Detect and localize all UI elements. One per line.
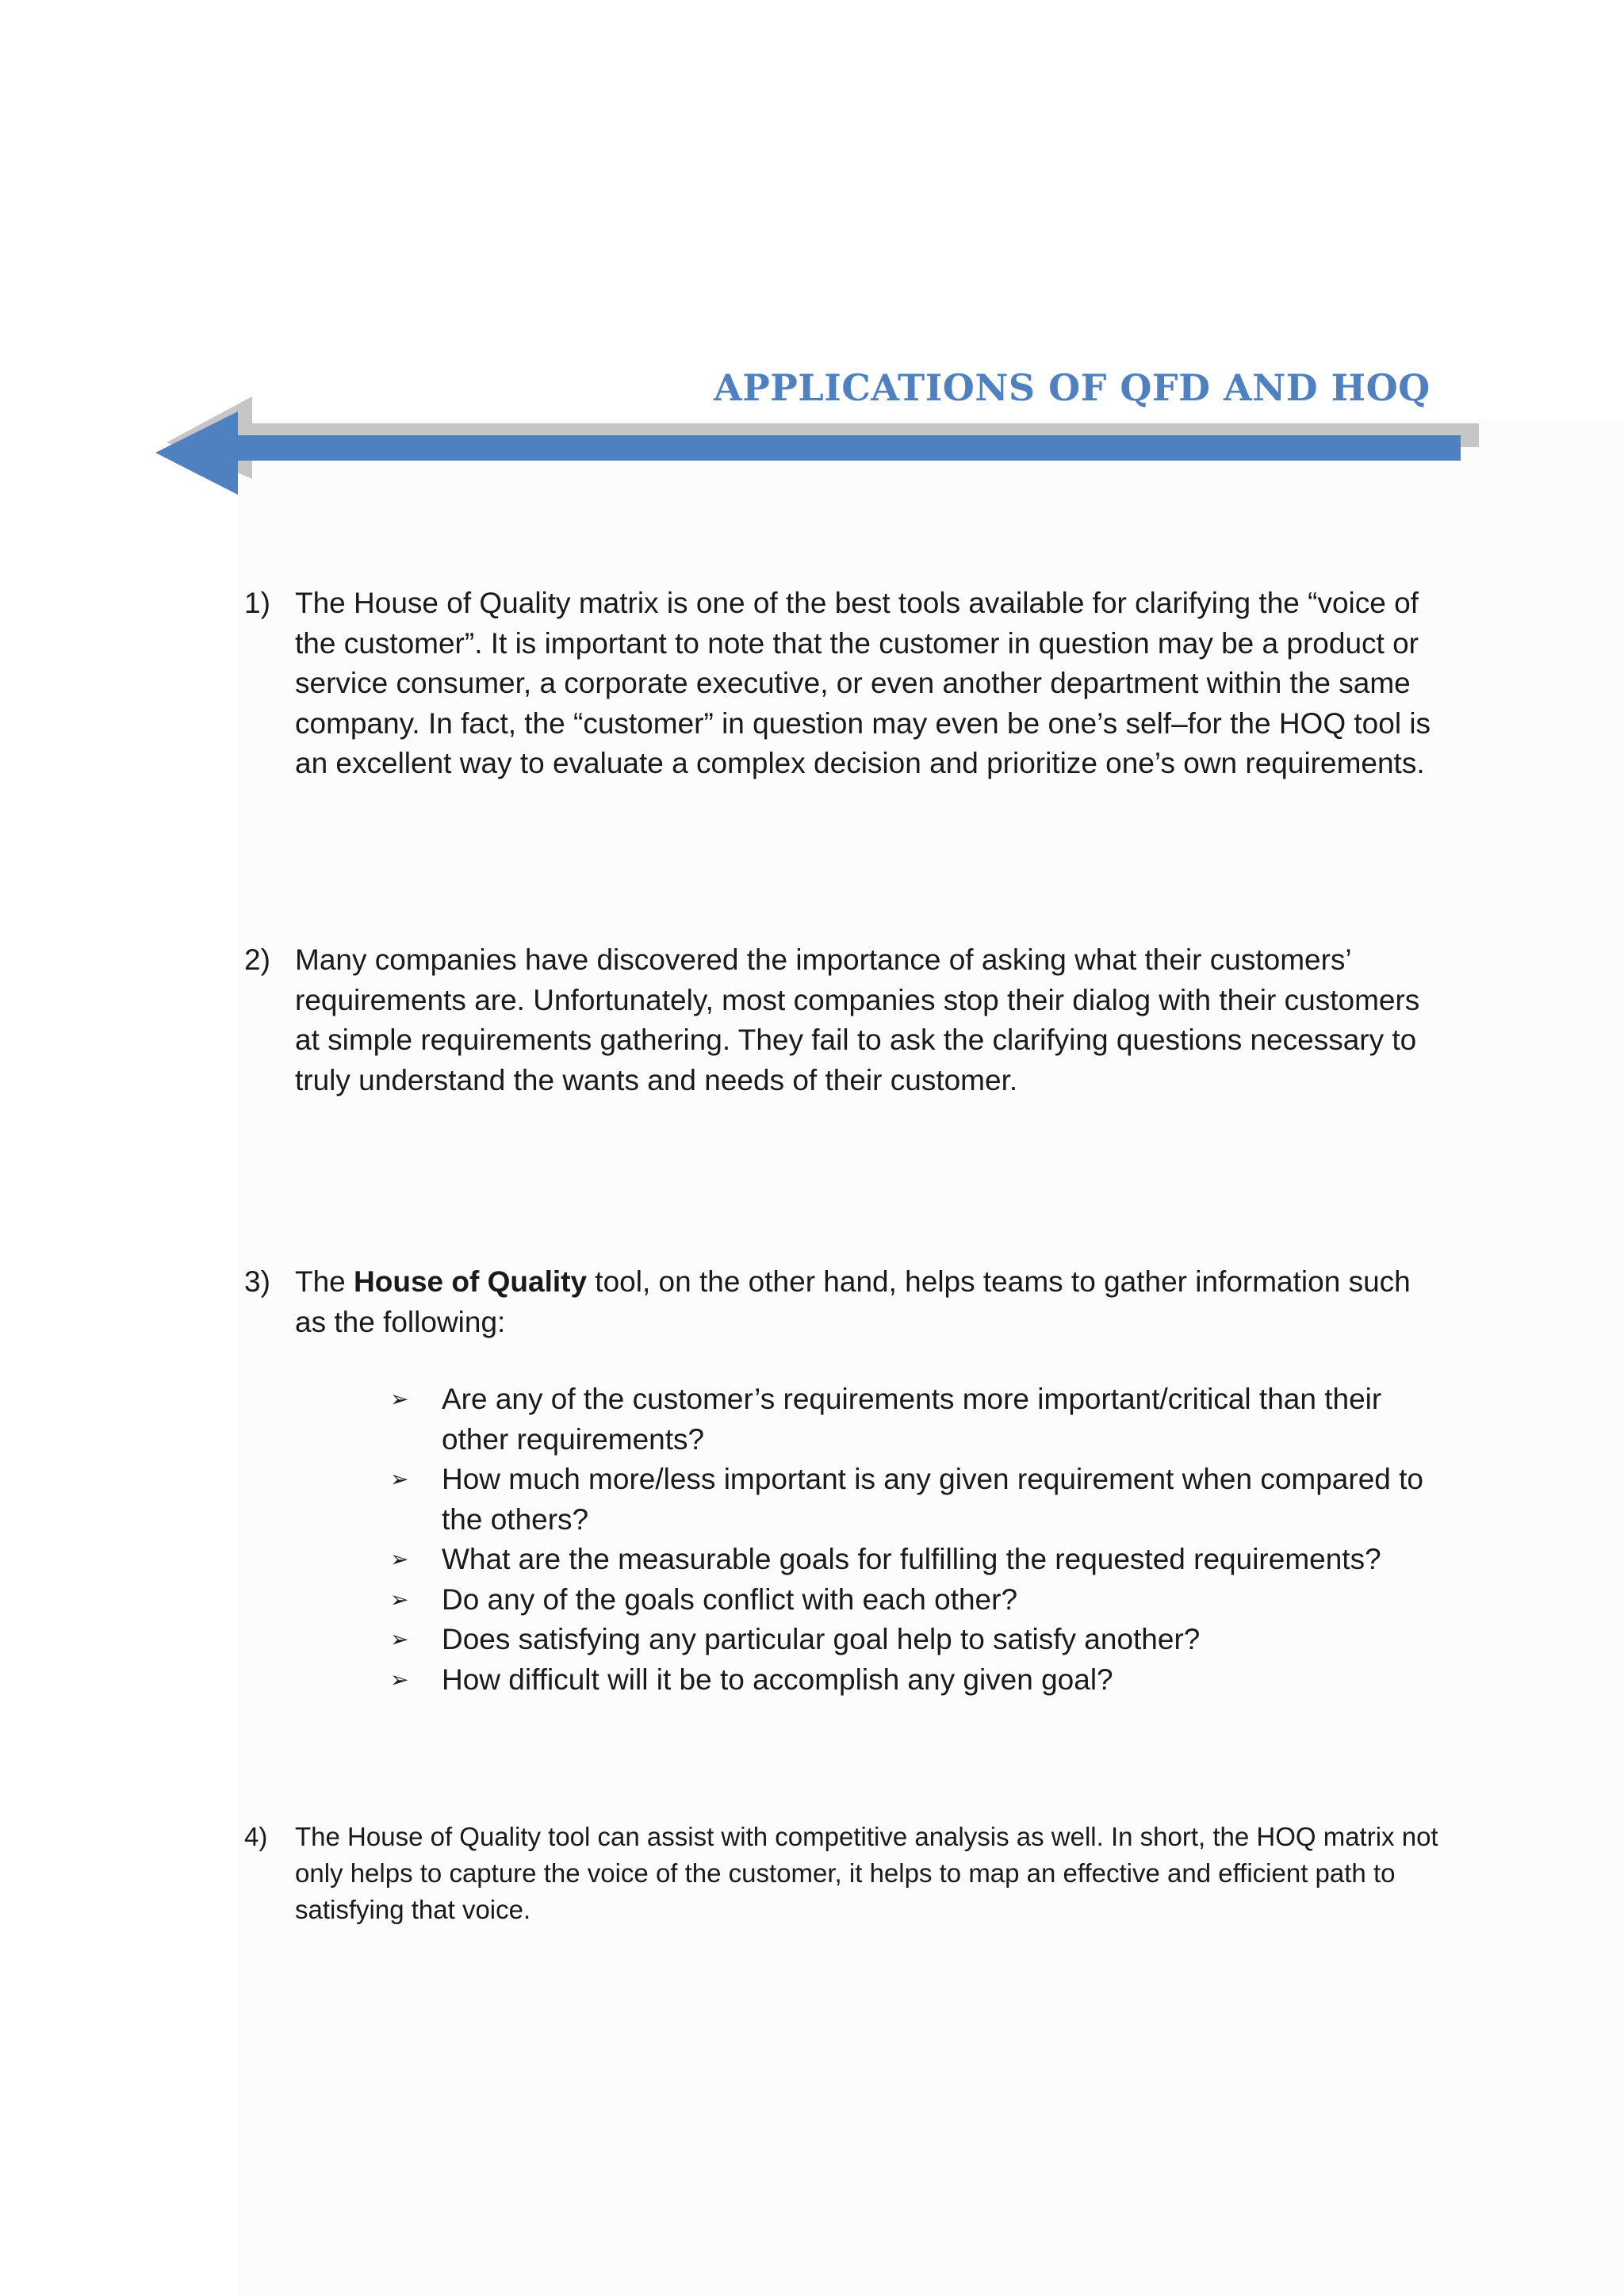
question-text: What are the measurable goals for fulfilling the requested requirements? [442,1543,1381,1575]
question-item [390,1380,1445,1460]
arrowhead-bullet-icon: ➢ [390,1627,409,1651]
page-title: APPLICATIONS OF QFD AND HOQ [714,366,1431,409]
item-text-before: The [295,1265,354,1298]
arrowhead-bullet-icon: ➢ [390,1467,409,1491]
question-list [390,1380,1445,1700]
question-item [390,1540,1445,1580]
arrowhead-bullet-icon: ➢ [390,1387,409,1411]
question-item [390,1660,1445,1701]
item-text: The House of Quality matrix is one of the best tools available for clarifying the “voice of the customer”. It is important to note that the customer in question may be a product or service consumer, a corporate executive, or even another department within the same company. In fact, the “customer” in question may even be one’s self–for the HOQ tool is an excellent way to evaluate a complex decision and prioritize one’s own requirements. [295,587,1431,779]
item-text: The House of Quality tool can assist with competitive analysis as well. In short, the HOQ matrix not only helps to capture the voice of the customer, it helps to map an effective and efficient path to satisfying that voice. [295,1822,1438,1924]
question-text: Do any of the goals conflict with each other? [442,1582,1018,1616]
item-text-bold: House of Quality [354,1265,588,1298]
item-number: 3) [244,1265,270,1298]
question-text: Does satisfying any particular goal help to satisfy another? [442,1623,1201,1655]
item-number: 1) [244,587,270,619]
item-text-after: tool, on the other hand, helps teams to gather information such as the following: [295,1265,1411,1338]
question-text: Are any of the customer’s requirements more important/critical than their other requirements? [442,1383,1382,1456]
arrowhead-bullet-icon: ➢ [390,1586,409,1612]
question-item [390,1460,1445,1540]
arrowhead-bullet-icon: ➢ [390,1547,409,1571]
arrowhead-bullet-icon: ➢ [390,1667,409,1692]
question-text: How difficult will it be to accomplish any given goal? [442,1663,1113,1696]
question-text: How much more/less important is any given requirement when compared to the others? [442,1463,1424,1536]
item-number: 4) [244,1822,268,1851]
item-text [295,1262,1450,1342]
question-item [390,1620,1445,1660]
left-arrow-banner-icon [151,392,1483,503]
question-item [390,1580,1445,1621]
item-number: 2) [244,943,270,976]
item-text: Many companies have discovered the importance of asking what their customers’ requirements are. Unfortunately, most companies stop their dialog with their customers at simple requirements gathering. They fail to ask the clarifying questions necessary to truly understand the wants and needs of their customer. [295,943,1420,1096]
